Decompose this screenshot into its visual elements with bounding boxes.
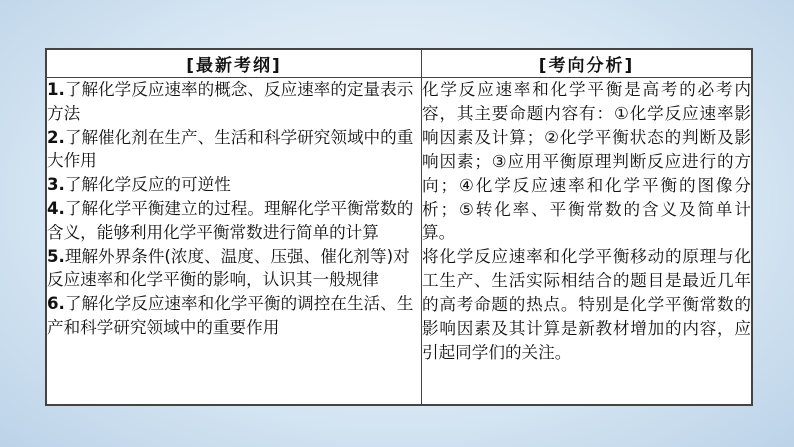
- item-text: 了解化学反应速率的概念、反应速率的定量表示方法: [47, 80, 414, 123]
- left-column-header: [最新考纲]: [47, 50, 422, 78]
- analysis-paragraph-1: 化学反应速率和化学平衡是高考的必考内容，其主要命题内容有：①化学反应速率影响因素及计算；②化学平衡状态的判断及影响因素；③应用平衡原理判断反应进行的方向；④化学反应速率和化学平衡的图像分析；⑤转化率、平衡常数的含义及简单计算。: [422, 80, 751, 243]
- item-text: 了解化学平衡建立的过程。理解化学平衡常数的含义，能够利用化学平衡常数进行简单的计算: [47, 198, 414, 242]
- syllabus-table: [46, 49, 752, 405]
- item-number: 5.: [47, 246, 65, 266]
- syllabus-item-1: [47, 78, 421, 126]
- item-text: 了解化学反应速率和化学平衡的调控在生活、生产和科学研究领域中的重要作用: [47, 294, 414, 337]
- syllabus-item-5: [47, 245, 421, 293]
- item-number: 6.: [47, 294, 65, 314]
- syllabus-item-6: [47, 292, 421, 340]
- item-text: 了解化学反应的可逆性: [64, 175, 231, 195]
- item-number: 3.: [47, 175, 65, 195]
- item-number: 1.: [47, 80, 65, 99]
- syllabus-table-card: [45, 48, 753, 406]
- item-number: 4.: [47, 198, 65, 218]
- right-column-header: [考向分析]: [422, 50, 752, 78]
- analysis-paragraph-2: 将化学反应速率和化学平衡移动的原理与化工生产、生活实际相结合的题目是最近几年的高考命题的热点。特别是化学平衡常数的影响因素及其计算是新教材增加的内容，应引起同学们的关注。: [422, 247, 751, 362]
- analysis-cell: [422, 78, 752, 405]
- item-text: 理解外界条件(浓度、温度、压强、催化剂等)对反应速率和化学平衡的影响，认识其一般规律: [47, 246, 410, 290]
- syllabus-item-4: [47, 197, 421, 245]
- syllabus-item-2: [47, 126, 421, 174]
- item-text: 了解催化剂在生产、生活和科学研究领域中的重大作用: [47, 127, 414, 171]
- header-row: [47, 50, 752, 78]
- syllabus-item-3: [47, 173, 421, 197]
- content-row: [47, 78, 752, 405]
- item-number: 2.: [47, 127, 65, 147]
- syllabus-cell: [47, 78, 422, 405]
